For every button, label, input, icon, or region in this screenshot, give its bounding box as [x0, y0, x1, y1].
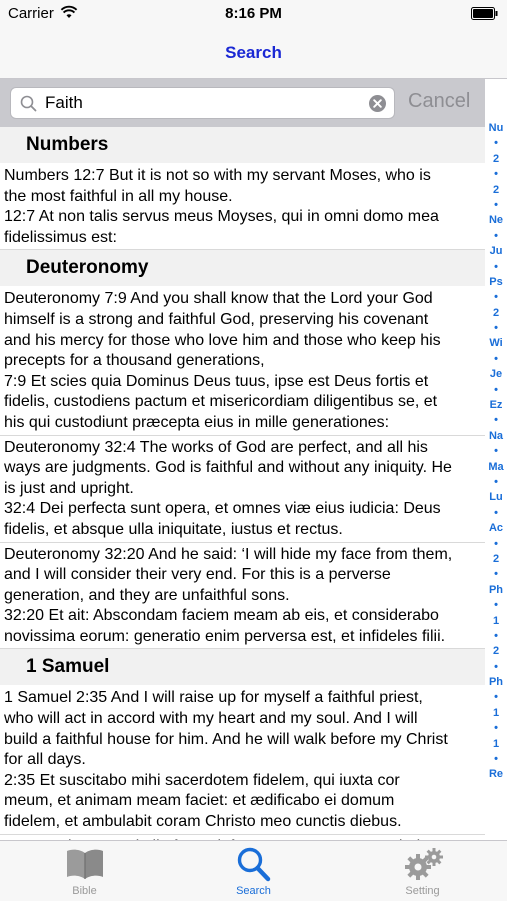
result-line: is just and upright.: [4, 479, 134, 497]
index-item[interactable]: Ma: [488, 460, 504, 473]
tab-bible[interactable]: [0, 841, 169, 901]
index-item[interactable]: Ju: [489, 245, 503, 258]
index-dot[interactable]: •: [494, 599, 498, 612]
result-line: Deuteronomy 7:9 And you shall know that the Lord your God: [4, 290, 433, 308]
status-time: 8:16 PM: [225, 5, 282, 22]
result-line: his qui custodiunt præcepta eius in mille generationes:: [4, 413, 390, 431]
index-item[interactable]: 2: [492, 645, 500, 658]
index-item[interactable]: 2: [492, 552, 500, 565]
magnifier-icon: [235, 846, 273, 882]
result-line: fidelis, custodiens pactum et misericordiam diligentibus se, et: [4, 393, 438, 411]
gears-icon: [404, 848, 444, 882]
result-item[interactable]: [0, 436, 485, 543]
index-dot[interactable]: •: [494, 722, 498, 735]
index-dot[interactable]: •: [494, 322, 498, 335]
index-dot[interactable]: •: [494, 137, 498, 150]
result-line: 32:4 Dei perfecta sunt opera, et omnes viæ eius iudicia: Deus: [4, 500, 441, 518]
index-dot[interactable]: •: [494, 352, 498, 365]
index-dot[interactable]: •: [494, 660, 498, 673]
index-dot[interactable]: •: [494, 445, 498, 458]
cancel-button[interactable]: Cancel: [408, 90, 471, 112]
search-results-list[interactable]: [0, 127, 485, 839]
index-item[interactable]: 1: [492, 706, 500, 719]
index-dot[interactable]: •: [494, 414, 498, 427]
result-line: and his mercy for those who love him and those who keep his: [4, 331, 441, 349]
result-line: the most faithful in all my house.: [4, 187, 233, 205]
result-line: meum, et animam meam faciet: et ædificabo ei domum: [4, 792, 395, 810]
index-dot[interactable]: •: [494, 383, 498, 396]
index-dot[interactable]: •: [494, 475, 498, 488]
status-bar: [0, 0, 507, 28]
index-dot[interactable]: •: [494, 691, 498, 704]
nav-title: Search: [225, 43, 282, 62]
index-item[interactable]: 1: [492, 737, 500, 750]
navigation-bar: [0, 28, 507, 79]
index-dot[interactable]: •: [494, 506, 498, 519]
index-item[interactable]: 2: [492, 183, 500, 196]
index-dot[interactable]: •: [494, 229, 498, 242]
index-dot[interactable]: •: [494, 537, 498, 550]
result-item[interactable]: [0, 543, 485, 650]
carrier-label: Carrier: [8, 5, 54, 22]
index-item[interactable]: Lu: [489, 491, 503, 504]
tab-search[interactable]: [169, 841, 338, 901]
result-line: fidelis, et absque ulla iniquitate, iustus et rectus.: [4, 520, 343, 538]
section-header: Numbers: [0, 127, 485, 163]
result-item[interactable]: [0, 686, 485, 834]
tab-setting[interactable]: [338, 841, 507, 901]
index-item[interactable]: Re: [488, 768, 504, 781]
search-input[interactable]: [45, 92, 365, 114]
tab-search-label: Search: [236, 885, 271, 897]
result-line: for all days.: [4, 751, 86, 769]
index-item[interactable]: 1: [492, 614, 500, 627]
index-item[interactable]: Ps: [489, 275, 503, 288]
result-line: 2:35 Et suscitabo mihi sacerdotem fidelem, qui iuxta cor: [4, 771, 400, 789]
result-line: 1 Samuel 2:35 And I will raise up for myself a faithful priest,: [4, 689, 423, 707]
search-bar: [0, 79, 485, 127]
index-item[interactable]: Ph: [488, 676, 504, 689]
result-line: 7:9 Et scies quia Dominus Deus tuus, ipse est Deus fortis et: [4, 372, 429, 390]
tab-setting-label: Setting: [405, 885, 440, 897]
index-dot[interactable]: •: [494, 291, 498, 304]
result-line: generation, and they are unfaithful sons.: [4, 586, 290, 604]
result-line: Deuteronomy 32:4 The works of God are perfect, and all his: [4, 438, 428, 456]
tab-bar: [0, 840, 507, 901]
index-item[interactable]: Ne: [488, 214, 504, 227]
result-line: precepts for a thousand generations,: [4, 352, 265, 370]
tab-bible-label: Bible: [72, 885, 97, 897]
result-line: 32:20 Et ait: Abscondam faciem meam ab eis, et considerabo: [4, 607, 439, 625]
index-dot[interactable]: •: [494, 168, 498, 181]
battery-icon: [471, 7, 499, 20]
result-line: fidelissimus est:: [4, 228, 117, 246]
search-icon: [20, 95, 37, 112]
index-item[interactable]: Ez: [489, 399, 503, 412]
result-line: fidelem, et ambulabit coram Christo meo cunctis diebus.: [4, 813, 402, 831]
index-dot[interactable]: •: [494, 629, 498, 642]
result-line: who will act in accord with my heart and my soul. And I will: [4, 710, 418, 728]
index-item[interactable]: 2: [492, 306, 500, 319]
index-item[interactable]: Ac: [488, 522, 504, 535]
clear-search-icon[interactable]: [369, 95, 386, 112]
result-line: 12:7 At non talis servus meus Moyses, qui in omni domo mea: [4, 208, 439, 226]
result-item[interactable]: [0, 287, 485, 435]
index-dot[interactable]: •: [494, 198, 498, 211]
result-line: Numbers 12:7 But it is not so with my servant Moses, who is: [4, 167, 431, 184]
result-line: ways are judgments. God is faithful and without any iniquity. He: [4, 459, 452, 477]
index-item[interactable]: Nu: [488, 122, 504, 134]
index-item[interactable]: Wi: [489, 337, 503, 350]
index-item[interactable]: Na: [488, 429, 504, 442]
index-dot[interactable]: •: [494, 568, 498, 581]
result-line: build a faithful house for him. And he will walk before my Christ: [4, 730, 448, 748]
search-field[interactable]: [10, 87, 395, 119]
index-dot[interactable]: •: [494, 260, 498, 273]
index-item[interactable]: 2: [492, 152, 500, 165]
index-dot[interactable]: •: [494, 753, 498, 766]
index-item[interactable]: Ph: [488, 583, 504, 596]
result-line: himself is a strong and faithful God, preserving his covenant: [4, 310, 429, 328]
result-line: novissima eorum: generatio enim perversa est, et infideles filii.: [4, 627, 446, 645]
section-header: Deuteronomy: [0, 250, 485, 286]
book-icon: [66, 848, 104, 880]
result-line: Deuteronomy 32:20 And he said: ‘I will hide my face from them,: [4, 545, 453, 563]
index-item[interactable]: Je: [489, 368, 503, 381]
result-item[interactable]: [0, 164, 485, 250]
result-line: and I will consider their very end. For this is a perverse: [4, 566, 391, 584]
section-header: 1 Samuel: [0, 649, 485, 685]
section-index-bar[interactable]: [485, 121, 507, 801]
